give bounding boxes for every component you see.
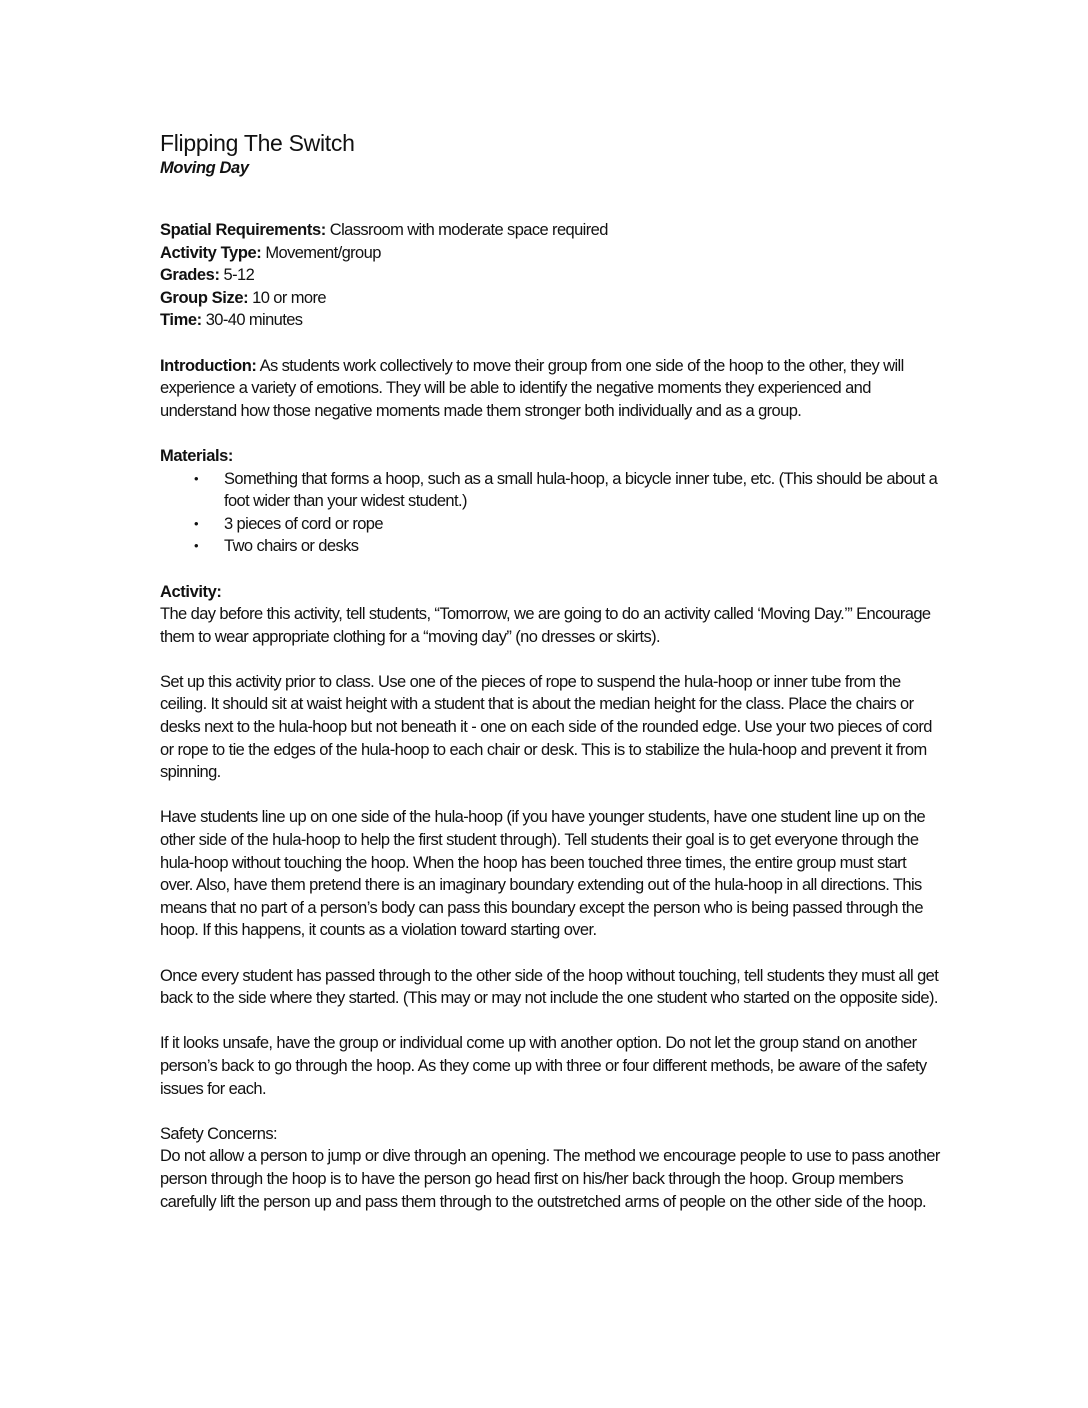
meta-label: Grades: [160, 266, 220, 285]
document-page [160, 128, 940, 1213]
introduction-label: Introduction: [160, 356, 257, 375]
spacer [160, 422, 940, 445]
spacer [160, 1010, 940, 1033]
materials-item [160, 468, 940, 513]
document-subtitle: Moving Day [160, 159, 249, 177]
meta-value: Classroom with moderate space required [325, 221, 608, 239]
materials-list [160, 468, 940, 558]
spacer [160, 942, 940, 965]
meta-label: Activity Type: [160, 243, 262, 262]
materials-item-text: 3 pieces of cord or rope [224, 514, 383, 533]
spacer [160, 1100, 940, 1123]
meta-label: Spatial Requirements: [160, 221, 326, 239]
materials-item [160, 513, 940, 536]
activity-paragraph: If it looks unsafe, have the group or individual come up with another option. Do not let the group stand on another person’s back to go through the hoop. As they come up with three or four different methods, be aware of the safety issues for each. [160, 1034, 927, 1098]
meta-value: 10 or more [248, 288, 326, 307]
meta-value: 5-12 [219, 266, 255, 285]
meta-label: Group Size: [160, 288, 249, 307]
activity-paragraph: Set up this activity prior to class. Use one of the pieces of rope to suspend the hula-hoop or inner tube from the ceiling. It should sit at waist height with a student that is about the median height for the class. Place the chairs or desks next to the hula-hoop but not beneath it - one on each side of the rounded edge. Use your two pieces of cord or rope to tie the edges of the hula-hoop to each chair or desk. This is to stabilize the hula-hoop and prevent it from spinning. [160, 672, 932, 782]
activity-paragraph: The day before this activity, tell students, “Tomorrow, we are going to do an activity called ‘Moving Day.’” Encourage them to wear appropriate clothing for a “moving day” (no dresses or skirts). [160, 605, 931, 646]
introduction-paragraph [160, 355, 940, 423]
spacer [160, 332, 940, 355]
meta-spatial-requirements [160, 219, 940, 242]
introduction-text: As students work collectively to move their group from one side of the hoop to the other, they will experience a variety of emotions. They will be able to identify the negative moments they experienced and understand how those negative moments made them stronger both individually and as a group. [160, 356, 904, 420]
bullet-icon: • [194, 538, 198, 554]
document-title: Flipping The Switch [160, 130, 355, 156]
activity-heading: Activity: [160, 582, 222, 601]
bullet-icon: • [194, 515, 198, 531]
materials-item [160, 535, 940, 558]
spacer [160, 784, 940, 807]
meta-group-size [160, 287, 940, 310]
activity-meta [160, 219, 940, 332]
meta-value: 30-40 minutes [201, 311, 303, 330]
materials-item-text: Something that forms a hoop, such as a small hula-hoop, a bicycle inner tube, etc. (This should be about a foot wider than your widest student.) [224, 469, 938, 511]
activity-paragraph: Once every student has passed through to the other side of the hoop without touching, tell students they must all get back to the side where they started. (This may or may not include the one student who started on the opposite side). [160, 966, 939, 1008]
meta-value: Movement/group [261, 243, 381, 262]
materials-item-text: Two chairs or desks [224, 537, 359, 556]
meta-grades [160, 264, 940, 287]
safety-paragraph: Do not allow a person to jump or dive through an opening. The method we encourage people to use to pass another person through the hoop is to have the person go head first on his/her back through the hoop. Group members carefully lift the person up and pass them through to the outstretched arms of people on the other side of the hoop. [160, 1147, 940, 1211]
activity-paragraph: Have students line up on one side of the hula-hoop (if you have younger students, have one student line up on the other side of the hula-hoop to help the first student through). Tell students their goal is to get everyone through the hula-hoop without touching the hoop. When the hoop has been touched three times, the entire group must start over. Also, have them pretend there is an imaginary boundary extending out of the hula-hoop in all directions. This means that no part of a person’s body can pass this boundary except the person who is being passed through the hoop. If this happens, it counts as a violation toward starting over. [160, 808, 926, 940]
spacer [160, 558, 940, 581]
materials-heading: Materials: [160, 446, 234, 465]
bullet-icon: • [194, 470, 198, 486]
safety-heading: Safety Concerns: [160, 1124, 277, 1143]
meta-time [160, 309, 940, 332]
spacer [160, 648, 940, 671]
meta-label: Time: [160, 311, 202, 330]
meta-activity-type [160, 242, 940, 265]
